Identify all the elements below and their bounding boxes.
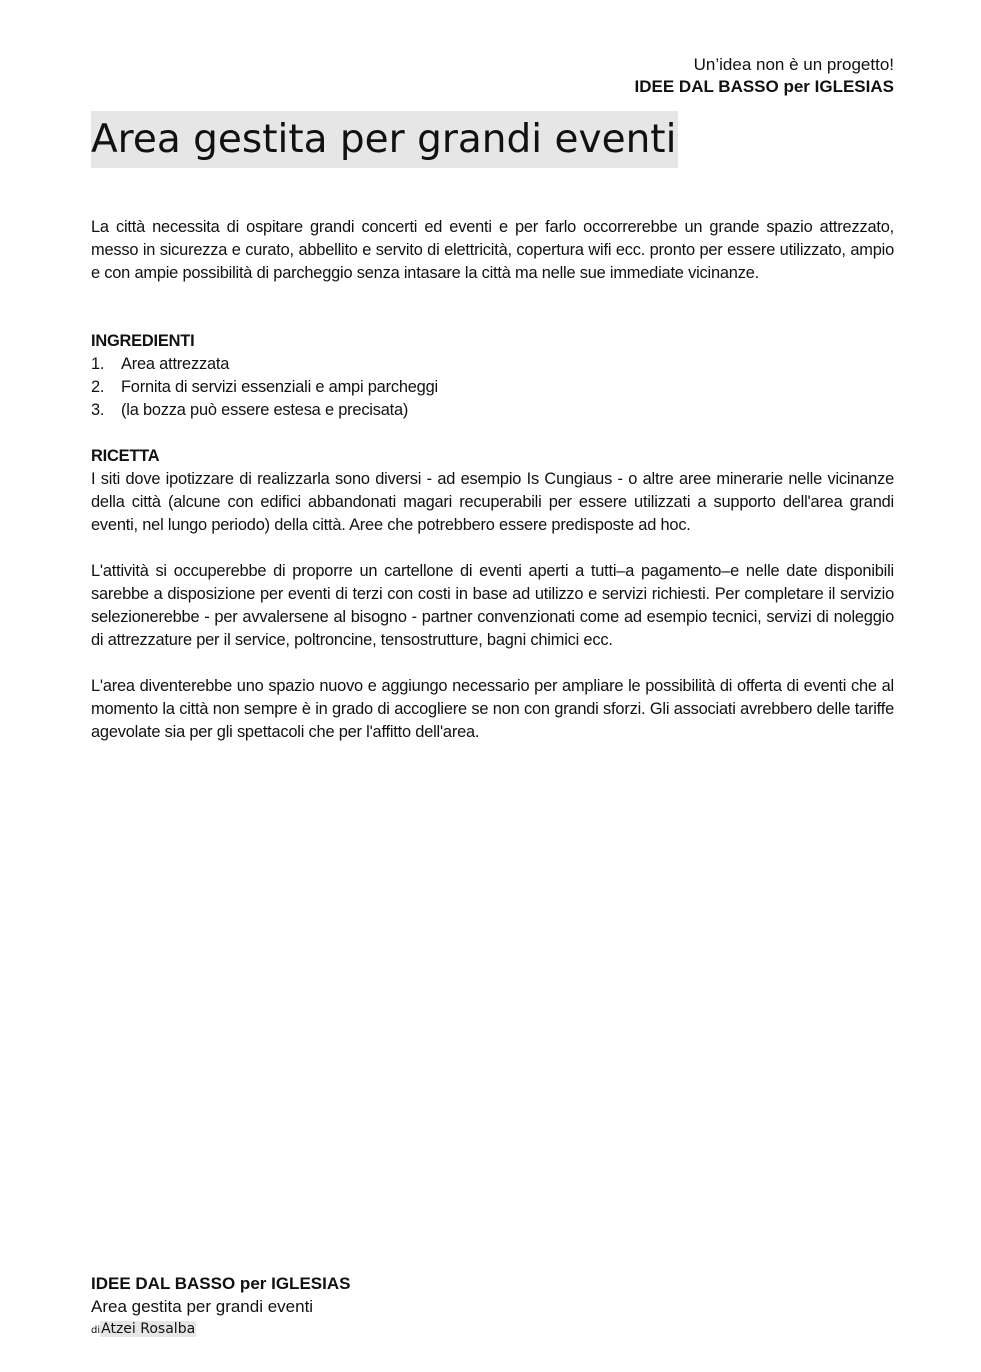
- page-footer: [91, 1272, 350, 1341]
- footer-by-label: di: [91, 1325, 101, 1336]
- list-item-number: 1.: [91, 355, 105, 373]
- ricetta-heading: RICETTA: [91, 447, 160, 465]
- list-item-text: Fornita di servizi essenziali e ampi parcheggi: [121, 378, 438, 396]
- list-item-text: (la bozza può essere estesa e precisata): [121, 401, 409, 419]
- ricetta-paragraph-2: L'attività si occuperebbe di proporre un cartellone di eventi aperti a tutti–a pagamento–e nelle date disponibili sarebbe a disposizione per eventi di terzi con costi in base ad utilizzo e servizi richiesti. Per completare il servizio selezionerebbe - per avvalersene al bisogno - partner convenzionati come ad esempio tecnici, servizi di noleggio di attrezzature per il service, poltroncine, tensostrutture, bagni chimici ecc.: [91, 562, 894, 649]
- list-item: [91, 376, 894, 399]
- ricetta-paragraph-3: L'area diventerebbe uno spazio nuovo e aggiungo necessario per ampliare le possibilità di offerta di eventi che al momento la città non sempre è in grado di accogliere se non con grandi sforzi. Gli associati avrebbero delle tariffe agevolate sia per gli spettacoli che per l'affitto dell'area.: [91, 677, 894, 741]
- header-tagline: Un’idea non è un progetto!: [693, 55, 894, 74]
- ricetta-section: [91, 445, 894, 767]
- intro-paragraph: [91, 216, 894, 285]
- list-item-number: 3.: [91, 401, 105, 419]
- ingredienti-list: [91, 353, 894, 422]
- list-item: [91, 353, 894, 376]
- footer-brand: IDEE DAL BASSO per IGLESIAS: [91, 1274, 351, 1293]
- list-item-text: Area attrezzata: [121, 355, 230, 373]
- footer-author-line: [91, 1319, 350, 1341]
- ingredienti-heading: INGREDIENTI: [91, 332, 195, 350]
- ingredienti-section: [91, 330, 894, 422]
- list-item-number: 2.: [91, 378, 105, 396]
- ricetta-paragraph-1: I siti dove ipotizzare di realizzarla sono diversi - ad esempio Is Cungiaus - o altre aree minerarie nelle vicinanze della città (alcune con edifici abbandonati magari recuperabili per essere utilizzati a supporto dell'area grandi eventi, nel lungo periodo) della città. Aree che potrebbero essere predisposte ad hoc.: [91, 470, 894, 534]
- intro-text: La città necessita di ospitare grandi concerti ed eventi e per farlo occorrerebbe un grande spazio attrezzato, messo in sicurezza e curato, abbellito e servito di elettricità, copertura wifi ecc. pronto per essere utilizzato, ampio e con ampie possibilità di parcheggio senza intasare la città ma nelle sue immediate vicinanze.: [91, 218, 894, 282]
- list-item: [91, 399, 894, 422]
- page-header: [635, 54, 894, 98]
- header-brand: IDEE DAL BASSO per IGLESIAS: [634, 77, 894, 96]
- footer-author: Atzei Rosalba: [101, 1321, 196, 1337]
- page-title: Area gestita per grandi eventi: [91, 111, 678, 168]
- footer-project-title: Area gestita per grandi eventi: [91, 1297, 314, 1316]
